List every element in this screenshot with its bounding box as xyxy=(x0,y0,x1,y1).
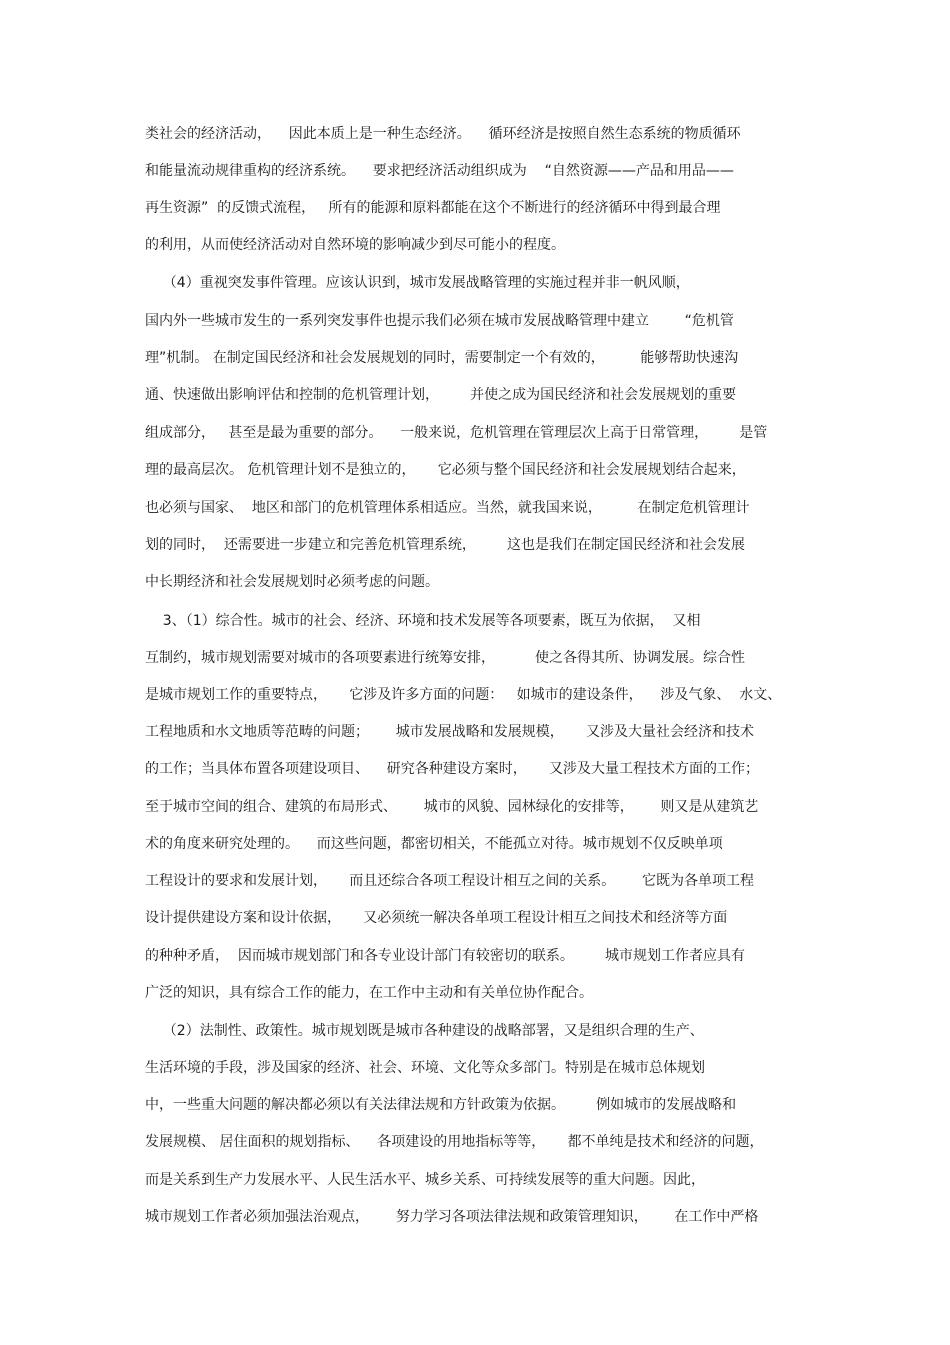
text-line: 再生资源” 的反馈式流程， 所有的能源和原料都能在这个不断进行的经济循环中得到最合理 xyxy=(145,200,721,216)
text-line: 理”机制。 在制定国民经济和社会发展规划的同时，需要制定一个有效的， 能够帮助快速沟 xyxy=(145,350,739,366)
text-line: 的利用，从而使经济活动对自然环境的影响减少到尽可能小的程度。 xyxy=(145,237,565,253)
text-line: 术的角度来研究处理的。 而这些问题，都密切相关，不能孤立对待。城市规划不仅反映单项 xyxy=(145,836,723,852)
text-line: 生活环境的手段，涉及国家的经济、社会、环境、文化等众多部门。特别是在城市总体规划 xyxy=(145,1060,705,1076)
text-line: 通、快速做出影响评估和控制的危机管理计划， 并使之成为国民经济和社会发展规划的重要 xyxy=(145,387,737,403)
text-line: 的种种矛盾， 因而城市规划部门和各专业设计部门有较密切的联系。 城市规划工作者应具有 xyxy=(145,948,746,964)
text-line: 中长期经济和社会发展规划时必须考虑的问题。 xyxy=(145,574,439,590)
text-line: 的工作；当具体布置各项建设项目、 研究各种建设方案时， 又涉及大量工程技术方面的工作； xyxy=(145,761,760,777)
text-line: 也必须与国家、 地区和部门的危机管理体系相适应。当然，就我国来说， 在制定危机管理计 xyxy=(145,500,750,516)
text-line: 组成部分， 甚至是最为重要的部分。 一般来说，危机管理在管理层次上高于日常管理， 是管 xyxy=(145,425,768,441)
text-line: 互制约，城市规划需要对城市的各项要素进行统筹安排， 使之各得其所、协调发展。综合性 xyxy=(145,650,746,666)
text-line: 中，一些重大问题的解决都必须以有关法律法规和方针政策为依据。 例如城市的发展战略和 xyxy=(145,1097,737,1113)
text-line: 而是关系到生产力发展水平、人民生活水平、城乡关系、可持续发展等的重大问题。因此， xyxy=(145,1172,705,1188)
text-line: 划的同时， 还需要进一步建立和完善危机管理系统， 这也是我们在制定国民经济和社会发展 xyxy=(145,537,746,553)
text-line: 工程地质和水文地质等范畴的问题； 城市发展战略和发展规模， 又涉及大量社会经济和技术 xyxy=(145,724,754,740)
text-line: 理的最高层次。 危机管理计划不是独立的， 它必须与整个国民经济和社会发展规划结合起来， xyxy=(145,462,746,478)
text-line: 至于城市空间的组合、建筑的布局形式、 城市的风貌、园林绿化的安排等， 则又是从建筑艺 xyxy=(145,799,759,815)
text-line: 设计提供建设方案和设计依据， 又必须统一解决各单项工程设计相互之间技术和经济等方面 xyxy=(145,910,728,926)
paragraph-start-line: （2）法制性、政策性。城市规划既是城市各种建设的战略部署，又是组织合理的生产、 xyxy=(145,1023,704,1039)
paragraph-start-line: 3、（1）综合性。城市的社会、经济、环境和技术发展等各项要素，既互为依据， 又相 xyxy=(145,613,701,629)
text-line: 广泛的知识，具有综合工作的能力，在工作中主动和有关单位协作配合。 xyxy=(145,985,593,1001)
text-line: 发展规模、 居住面积的规划指标、 各项建设的用地指标等等， 都不单纯是技术和经济的问题， xyxy=(145,1134,764,1150)
text-line: 和能量流动规律重构的经济系统。 要求把经济活动组织成为 “自然资源——产品和用品—— xyxy=(145,163,734,179)
text-line: 工程设计的要求和发展计划， 而且还综合各项工程设计相互之间的关系。 它既为各单项工程 xyxy=(145,873,754,889)
text-line: 类社会的经济活动， 因此本质上是一种生态经济。 循环经济是按照自然生态系统的物质循环 xyxy=(145,126,741,142)
paragraph-start-line: （4）重视突发事件管理。应该认识到，城市发展战略管理的实施过程并非一帆风顺， xyxy=(145,275,690,291)
text-line: 城市规划工作者必须加强法治观点， 努力学习各项法律法规和政策管理知识， 在工作中严格 xyxy=(145,1209,759,1225)
text-line: 国内外一些城市发生的一系列突发事件也提示我们必须在城市发展战略管理中建立 “危机管 xyxy=(145,313,734,329)
text-line: 是城市规划工作的重要特点， 它涉及许多方面的问题： 如城市的建设条件， 涉及气象、 水文、 xyxy=(145,687,782,703)
